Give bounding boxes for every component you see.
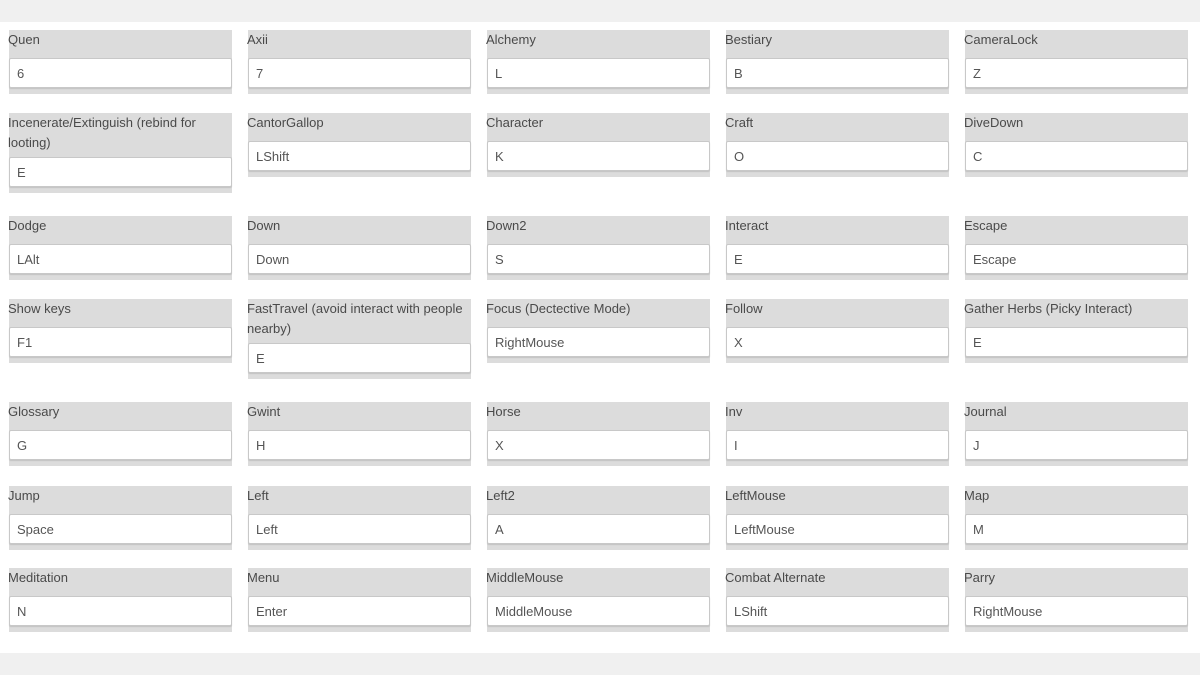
keybinding-label: DiveDown bbox=[964, 115, 1024, 130]
keybinding-leftmouse bbox=[726, 486, 949, 550]
keybinding-input-incenerate-extinguish-rebind-for-looting[interactable] bbox=[9, 157, 232, 187]
keybinding-input-glossary[interactable] bbox=[9, 430, 232, 460]
keybinding-bestiary bbox=[726, 30, 949, 94]
keybinding-input-inv[interactable] bbox=[726, 430, 949, 460]
keybinding-cantorgallop bbox=[248, 113, 471, 177]
keybinding-label: LeftMouse bbox=[725, 488, 786, 503]
keybinding-label: Interact bbox=[725, 218, 769, 233]
keybinding-combat-alternate bbox=[726, 568, 949, 632]
keybinding-input-show-keys[interactable] bbox=[9, 327, 232, 357]
keybinding-label: FastTravel (avoid interact with people nearby) bbox=[247, 301, 463, 336]
keybinding-menu bbox=[248, 568, 471, 632]
keybinding-label: Escape bbox=[964, 218, 1008, 233]
keybinding-input-left[interactable] bbox=[248, 514, 471, 544]
keybinding-horse bbox=[487, 402, 710, 466]
keybinding-input-jump[interactable] bbox=[9, 514, 232, 544]
keybinding-divedown bbox=[965, 113, 1188, 177]
keybinding-label: MiddleMouse bbox=[486, 570, 564, 585]
keybinding-input-combat-alternate[interactable] bbox=[726, 596, 949, 626]
keybinding-input-character[interactable] bbox=[487, 141, 710, 171]
keybinding-dodge bbox=[9, 216, 232, 280]
keybinding-map bbox=[965, 486, 1188, 550]
keybinding-jump bbox=[9, 486, 232, 550]
keybinding-parry bbox=[965, 568, 1188, 632]
keybinding-label: Show keys bbox=[8, 301, 71, 316]
keybinding-input-horse[interactable] bbox=[487, 430, 710, 460]
keybinding-gather-herbs-picky-interact bbox=[965, 299, 1188, 363]
keybinding-input-menu[interactable] bbox=[248, 596, 471, 626]
keybinding-label: Axii bbox=[247, 32, 268, 47]
keybinding-label: Dodge bbox=[8, 218, 47, 233]
keybinding-journal bbox=[965, 402, 1188, 466]
keybinding-input-interact[interactable] bbox=[726, 244, 949, 274]
keybinding-cameralock bbox=[965, 30, 1188, 94]
keybinding-input-bestiary[interactable] bbox=[726, 58, 949, 88]
keybinding-show-keys bbox=[9, 299, 232, 363]
keybinding-label: Down bbox=[247, 218, 281, 233]
keybinding-input-down2[interactable] bbox=[487, 244, 710, 274]
keybinding-input-down[interactable] bbox=[248, 244, 471, 274]
keybinding-input-escape[interactable] bbox=[965, 244, 1188, 274]
keybinding-input-meditation[interactable] bbox=[9, 596, 232, 626]
keybinding-label: Inv bbox=[725, 404, 743, 419]
keybinding-input-left2[interactable] bbox=[487, 514, 710, 544]
keybinding-label: CantorGallop bbox=[247, 115, 324, 130]
keybinding-label: Gather Herbs (Picky Interact) bbox=[964, 301, 1133, 316]
keybinding-craft bbox=[726, 113, 949, 177]
keybinding-alchemy bbox=[487, 30, 710, 94]
keybinding-incenerate-extinguish-rebind-for-looting bbox=[9, 113, 232, 193]
keybinding-input-fasttravel-avoid-interact-with-people-nearby[interactable] bbox=[248, 343, 471, 373]
keybinding-label: Down2 bbox=[486, 218, 527, 233]
keybinding-input-middlemouse[interactable] bbox=[487, 596, 710, 626]
keybinding-escape bbox=[965, 216, 1188, 280]
keybinding-input-cameralock[interactable] bbox=[965, 58, 1188, 88]
keybinding-label: Focus (Dectective Mode) bbox=[486, 301, 631, 316]
keybinding-input-cantorgallop[interactable] bbox=[248, 141, 471, 171]
keybinding-inv bbox=[726, 402, 949, 466]
keybinding-label: Meditation bbox=[8, 570, 68, 585]
keybinding-label: Journal bbox=[964, 404, 1007, 419]
keybinding-input-quen[interactable] bbox=[9, 58, 232, 88]
keybinding-input-dodge[interactable] bbox=[9, 244, 232, 274]
keybinding-label: Incenerate/Extinguish (rebind for looting) bbox=[8, 115, 196, 150]
keybinding-down2 bbox=[487, 216, 710, 280]
keybinding-label: Jump bbox=[8, 488, 40, 503]
keybinding-follow bbox=[726, 299, 949, 363]
keybinding-label: Bestiary bbox=[725, 32, 772, 47]
keybinding-axii bbox=[248, 30, 471, 94]
keybinding-input-leftmouse[interactable] bbox=[726, 514, 949, 544]
keybinding-label: Gwint bbox=[247, 404, 281, 419]
keybinding-label: Glossary bbox=[8, 404, 60, 419]
keybinding-down bbox=[248, 216, 471, 280]
keybinding-input-alchemy[interactable] bbox=[487, 58, 710, 88]
keybinding-label: Quen bbox=[8, 32, 40, 47]
keybinding-input-map[interactable] bbox=[965, 514, 1188, 544]
keybinding-focus-dectective-mode bbox=[487, 299, 710, 363]
keybinding-glossary bbox=[9, 402, 232, 466]
keybinding-quen bbox=[9, 30, 232, 94]
keybinding-fasttravel-avoid-interact-with-people-nearby bbox=[248, 299, 471, 379]
keybinding-interact bbox=[726, 216, 949, 280]
keybinding-input-craft[interactable] bbox=[726, 141, 949, 171]
keybinding-input-gather-herbs-picky-interact[interactable] bbox=[965, 327, 1188, 357]
keybinding-left2 bbox=[487, 486, 710, 550]
keybinding-input-gwint[interactable] bbox=[248, 430, 471, 460]
keybinding-label: Left bbox=[247, 488, 269, 503]
keybinding-left bbox=[248, 486, 471, 550]
keybinding-input-follow[interactable] bbox=[726, 327, 949, 357]
keybinding-input-parry[interactable] bbox=[965, 596, 1188, 626]
keybinding-label: Character bbox=[486, 115, 544, 130]
keybinding-label: Parry bbox=[964, 570, 996, 585]
keybinding-input-axii[interactable] bbox=[248, 58, 471, 88]
keybinding-label: CameraLock bbox=[964, 32, 1038, 47]
keybinding-label: Left2 bbox=[486, 488, 515, 503]
keybinding-label: Map bbox=[964, 488, 990, 503]
keybinding-label: Menu bbox=[247, 570, 280, 585]
keybinding-label: Alchemy bbox=[486, 32, 536, 47]
keybinding-label: Follow bbox=[725, 301, 763, 316]
keybinding-input-focus-dectective-mode[interactable] bbox=[487, 327, 710, 357]
keybinding-middlemouse bbox=[487, 568, 710, 632]
keybinding-label: Combat Alternate bbox=[725, 570, 826, 585]
keybinding-input-divedown[interactable] bbox=[965, 141, 1188, 171]
keybinding-meditation bbox=[9, 568, 232, 632]
keybinding-label: Craft bbox=[725, 115, 754, 130]
keybinding-label: Horse bbox=[486, 404, 521, 419]
keybinding-gwint bbox=[248, 402, 471, 466]
keybinding-character bbox=[487, 113, 710, 177]
keybinding-input-journal[interactable] bbox=[965, 430, 1188, 460]
